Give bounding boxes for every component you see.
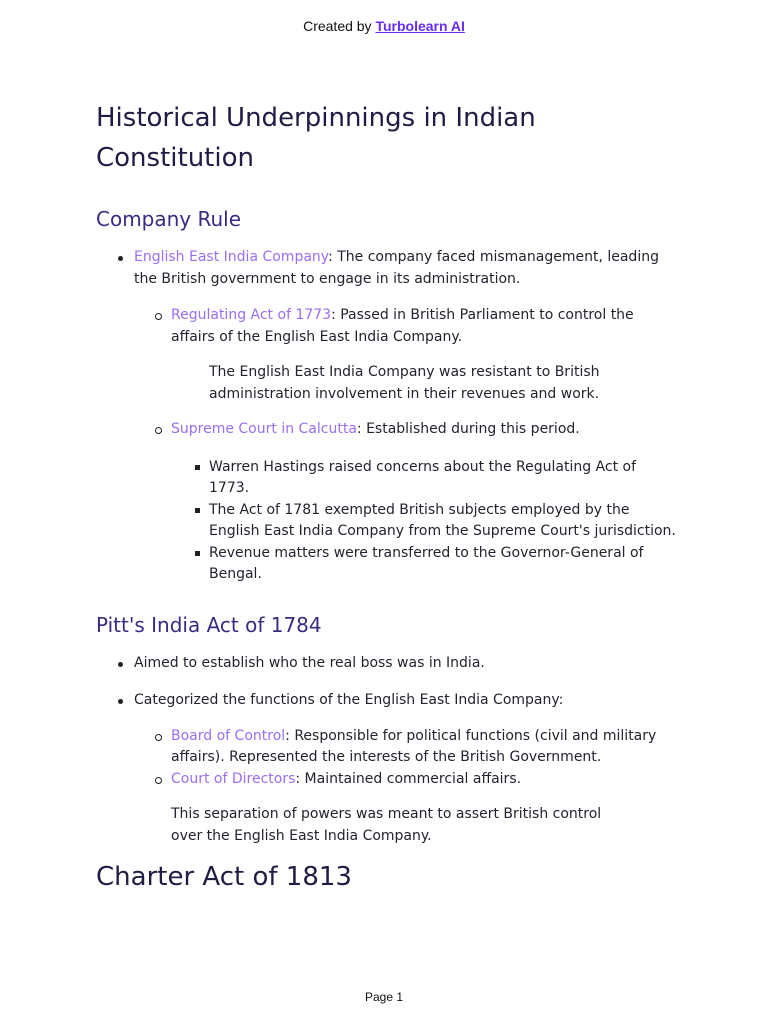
list-item-eeic <box>134 247 676 586</box>
term-supreme-court: Supreme Court in Calcutta <box>171 421 357 437</box>
term-board-of-control: Board of Control <box>171 727 286 744</box>
company-rule-sublist <box>134 305 676 586</box>
term-eeic: English East India Company <box>134 249 329 265</box>
list-item: Aimed to establish who the real boss was in India. <box>134 653 676 675</box>
list-item-regulating-act <box>171 305 676 405</box>
supreme-court-points <box>171 457 676 586</box>
turbolearn-link[interactable]: Turbolearn AI <box>375 18 465 34</box>
list-item-supreme-court <box>171 419 676 586</box>
regulating-act-note: The English East India Company was resistant to British administration involvement in their revenues and work. <box>209 364 600 402</box>
court-of-directors-text: : Maintained commercial affairs. <box>295 770 522 787</box>
regulating-act-text: : Passed in British Parliament to control the affairs of the English East India Company. <box>171 307 634 345</box>
term-court-of-directors: Court of Directors <box>171 770 296 787</box>
list-item-board-of-control <box>171 726 676 769</box>
supreme-court-text: : Established during this period. <box>356 421 580 437</box>
section-heading-pitts-act: Pitt's India Act of 1784 <box>96 612 322 637</box>
section-heading-company-rule: Company Rule <box>96 207 242 231</box>
term-regulating-act: Regulating Act of 1773 <box>171 307 332 323</box>
separation-note: This separation of powers was meant to assert British control over the English East India Company. <box>171 806 602 844</box>
credit-prefix: Created by <box>303 18 372 34</box>
board-of-control-text: : Responsible for political functions (civil and military affairs). Represented the interests of the British Government. <box>171 727 657 765</box>
company-rule-list <box>96 247 676 586</box>
list-item-court-of-directors <box>171 769 676 848</box>
categorized-text: Categorized the functions of the English East India Company: <box>134 692 564 708</box>
pitts-act-list <box>96 653 676 848</box>
page-number: Page 1 <box>364 990 404 1004</box>
page-title: Historical Underpinnings in Indian Constitution <box>96 103 536 173</box>
credit-line <box>0 18 768 34</box>
eeic-text: : The company faced mismanagement, leading the British government to engage in its administration. <box>134 249 659 287</box>
list-item: The Act of 1781 exempted British subjects employed by the English East India Company from the Supreme Court's jurisdiction. <box>209 500 676 543</box>
list-item-categorized <box>134 690 676 847</box>
list-item: Revenue matters were transferred to the Governor-General of Bengal. <box>209 543 676 586</box>
list-item: Warren Hastings raised concerns about the Regulating Act of 1773. <box>209 457 676 500</box>
section-heading-charter-act: Charter Act of 1813 <box>96 862 352 892</box>
document-body <box>96 96 676 897</box>
pitts-act-sublist <box>134 726 676 848</box>
